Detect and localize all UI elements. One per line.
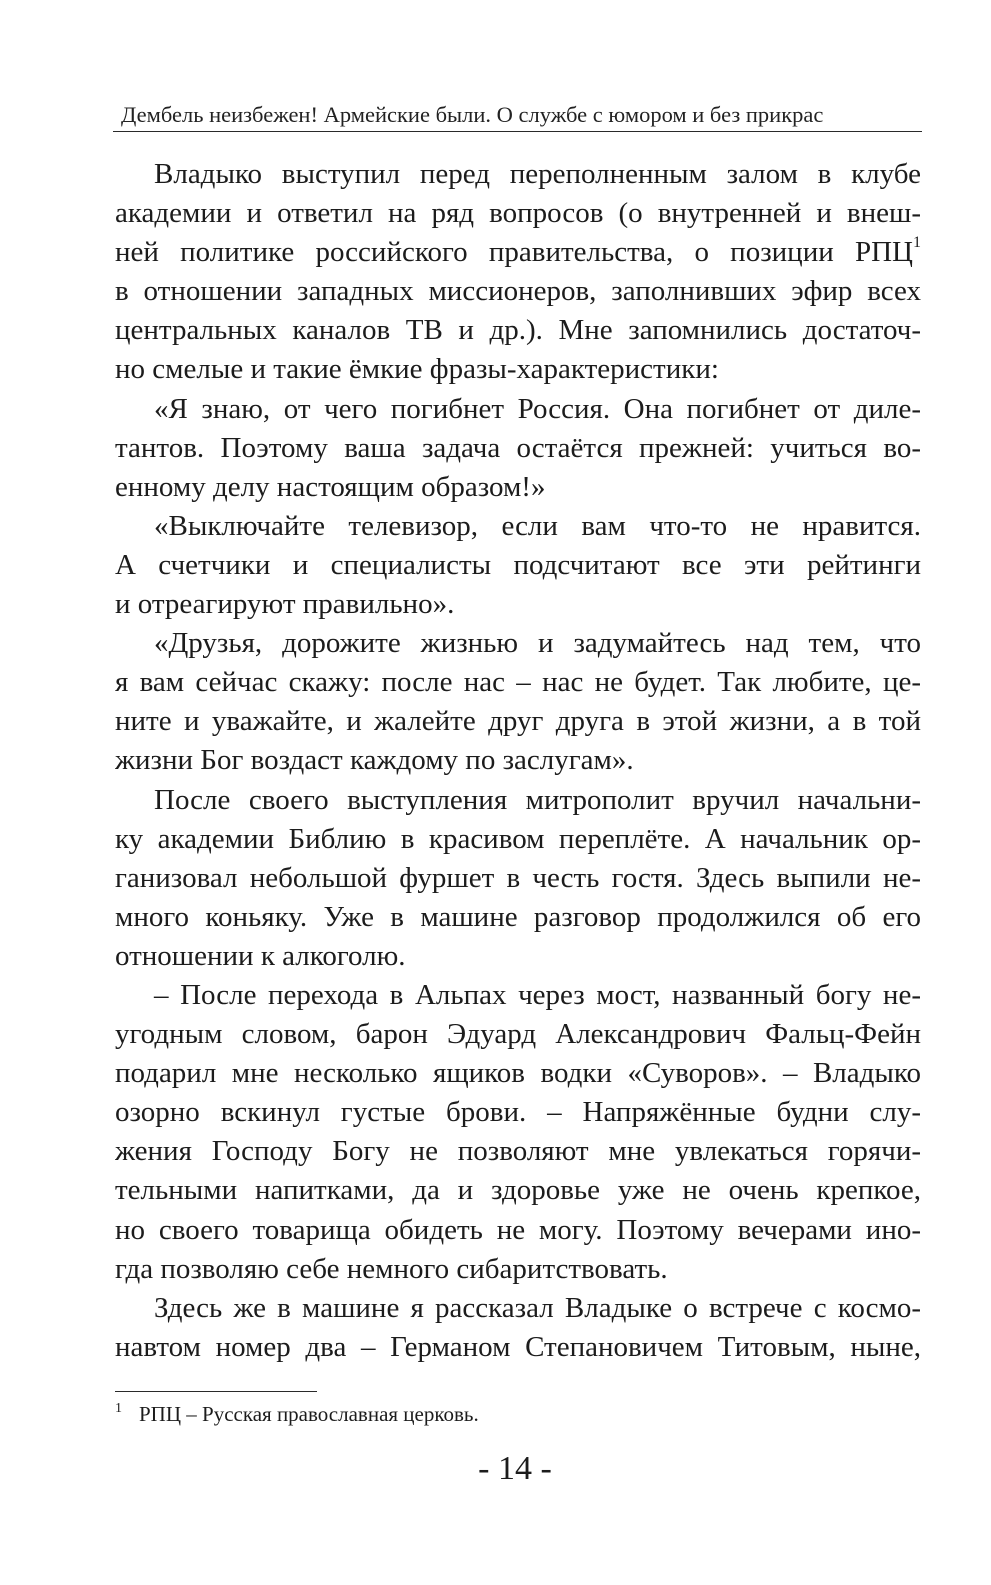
text-line-content: но смелые и такие ёмкие фразы-характеристики: <box>115 353 719 386</box>
text-line-content: академии и ответил на ряд вопросов (о внутренней и внеш- <box>115 197 921 230</box>
text-line-content: ните и уважайте, и жалейте друг друга в этой жизни, а в той <box>115 705 921 738</box>
text-line-content: навтом номер два – Германом Степановичем Титовым, ныне, <box>115 1330 921 1363</box>
text-line-content: озорно вскинул густые брови. – Напряжённые будни слу- <box>115 1096 921 1129</box>
text-line-content: я вам сейчас скажу: после нас – нас не будет. Так любите, це- <box>115 666 921 699</box>
text-line <box>115 976 921 1015</box>
text-line-content: тельными напитками, да и здоровье уже не очень крепкое, <box>115 1174 921 1207</box>
text-line <box>115 311 921 350</box>
text-line-content: гда позволяю себе немного сибаритствовать. <box>115 1252 668 1285</box>
footnote: 1 РПЦ – Русская православная церковь. <box>115 1401 479 1426</box>
text-line <box>115 1093 921 1132</box>
footnote-reference: 1 <box>913 234 921 252</box>
running-header: Дембель неизбежен! Армейские были. О службе с юмором и без прикрас <box>121 102 824 127</box>
text-line-content: но своего товарища обидеть не могу. Поэтому вечерами ино- <box>115 1213 921 1246</box>
text-line <box>115 390 921 429</box>
text-line-content: ней политике российского правительства, о позиции РПЦ <box>115 236 913 269</box>
text-line-content: «Выключайте телевизор, если вам что-то не нравится. <box>154 509 921 542</box>
text-line <box>115 702 921 741</box>
text-line <box>115 898 921 937</box>
text-line <box>115 1132 921 1171</box>
text-line <box>115 741 921 780</box>
text-line <box>115 155 921 194</box>
footnote-rule <box>115 1391 317 1392</box>
text-line <box>115 507 921 546</box>
text-line <box>115 937 921 976</box>
text-line <box>115 1250 921 1289</box>
text-line <box>115 350 921 389</box>
text-line <box>115 781 921 820</box>
text-line-content: отношении к алкоголю. <box>115 939 406 972</box>
text-line-content: ку академии Библию в красивом переплёте. А начальник ор- <box>115 822 921 855</box>
text-line <box>115 1289 921 1328</box>
text-line <box>115 468 921 507</box>
text-line <box>115 1328 921 1367</box>
text-line <box>115 272 921 311</box>
text-line <box>115 233 921 272</box>
text-line-content: енному делу настоящим образом!» <box>115 470 546 503</box>
text-line-content: угодным словом, барон Эдуард Александрович Фальц-Фейн <box>115 1018 921 1051</box>
body-text <box>115 155 921 1367</box>
text-line-content: «Я знаю, от чего погибнет Россия. Она погибнет от диле- <box>154 392 921 425</box>
text-line-content: центральных каналов ТВ и др.). Мне запомнились достаточ- <box>115 314 921 347</box>
footnote-text: РПЦ – Русская православная церковь. <box>139 1402 479 1426</box>
text-line <box>115 1211 921 1250</box>
text-line <box>115 429 921 468</box>
text-line <box>115 1054 921 1093</box>
text-line-content: – После перехода в Альпах через мост, названный богу не- <box>154 978 921 1011</box>
text-line-content: «Друзья, дорожите жизнью и задумайтесь над тем, что <box>154 627 921 660</box>
text-line-content: в отношении западных миссионеров, заполнивших эфир всех <box>115 275 921 308</box>
text-line-content: А счетчики и специалисты подсчитают все эти рейтинги <box>115 548 921 581</box>
text-line-content: Владыко выступил перед переполненным залом в клубе <box>154 158 921 190</box>
text-line-content: ганизовал небольшой фуршет в честь гостя. Здесь выпили не- <box>115 861 921 894</box>
page-number: - 14 - <box>478 1450 552 1487</box>
text-line <box>115 1015 921 1054</box>
text-line <box>115 194 921 233</box>
text-line <box>115 1171 921 1210</box>
text-line-content: жизни Бог воздаст каждому по заслугам». <box>115 744 634 777</box>
text-line-content: много коньяку. Уже в машине разговор продолжился об его <box>115 900 921 933</box>
text-line <box>115 820 921 859</box>
text-line <box>115 624 921 663</box>
text-line <box>115 859 921 898</box>
text-line-content: После своего выступления митрополит вручил начальни- <box>154 783 921 816</box>
text-line <box>115 546 921 585</box>
text-line <box>115 663 921 702</box>
text-line <box>115 585 921 624</box>
text-line-content: жения Господу Богу не позволяют мне увлекаться горячи- <box>115 1135 921 1168</box>
text-line-content: Здесь же в машине я рассказал Владыке о встрече с космо- <box>154 1291 921 1324</box>
text-line-content: подарил мне несколько ящиков водки «Суворов». – Владыко <box>115 1057 921 1090</box>
header-rule <box>113 131 922 132</box>
text-line-content: и отреагируют правильно». <box>115 588 455 621</box>
text-line-content: тантов. Поэтому ваша задача остаётся прежней: учиться во- <box>115 431 921 464</box>
